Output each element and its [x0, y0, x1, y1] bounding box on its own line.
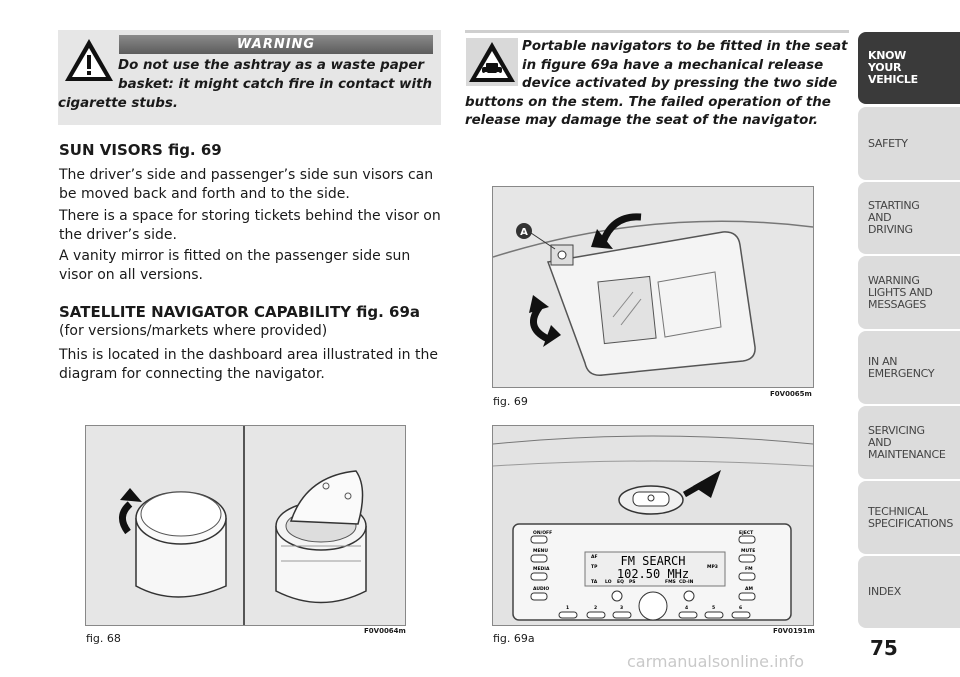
sun-visors-p3: A vanity mirror is fitted on the passenger side sun visor on all versions. [59, 248, 411, 283]
ashtray-illustration [86, 426, 405, 625]
figure-69a-dashboard [492, 425, 814, 626]
tab-servicing[interactable]: SERVICING AND MAINTENANCE [858, 406, 960, 479]
tab-in-an-emergency[interactable]: IN AN EMERGENCY [858, 331, 960, 404]
satnav-p1: This is located in the dashboard area illustrated in the diagram for connecting the navigator. [59, 347, 438, 382]
preset-5-label: 5 [712, 606, 716, 611]
warning-box [58, 30, 441, 125]
satnav-subtitle: (for versions/markets where provided) [59, 323, 328, 339]
fig-69a-code: F0V0191m [773, 627, 815, 635]
sun-visors-p2: There is a space for storing tickets behind the visor on the driver’s side. [59, 208, 441, 243]
tp-label: TP [591, 565, 598, 570]
tab-starting-and-driving[interactable]: STARTING AND DRIVING [858, 182, 960, 254]
mute-label: MUTE [741, 549, 756, 554]
satnav-heading: SATELLITE NAVIGATOR CAPABILITY fig. 69a [59, 303, 421, 321]
preset-3-label: 3 [620, 606, 624, 611]
label-a: A [520, 227, 528, 238]
sun-visor-illustration [493, 187, 813, 387]
figure-69-sun-visor [492, 186, 814, 388]
fig-68-code: F0V0064m [364, 627, 406, 635]
media-label: MEDIA [533, 567, 550, 572]
tab-know-your-vehicle[interactable]: KNOW YOUR VEHICLE [858, 32, 960, 104]
warning-text: Do not use the ashtray as a waste paper basket: it might catch fire in contact with cigarette stubs. [58, 58, 433, 111]
figure-68-ashtray [85, 425, 406, 626]
radio-illustration [493, 426, 813, 625]
fms-label: FMS [665, 580, 676, 585]
fig-68-caption: fig. 68 [86, 632, 121, 645]
eject-label: EJECT [739, 531, 754, 536]
ta-label: TA [591, 580, 598, 585]
fig-69a-caption: fig. 69a [493, 632, 535, 645]
radio-display-line2: 102.50 MHz [616, 567, 690, 581]
tab-index[interactable]: INDEX [858, 556, 960, 628]
warning-title: WARNING [119, 35, 433, 54]
watermark: carmanualsonline.info [627, 652, 805, 671]
am-label: AM [745, 587, 753, 592]
page-number: 75 [870, 636, 898, 660]
note-rule [465, 30, 849, 33]
sun-visors-heading: SUN VISORS fig. 69 [59, 141, 222, 159]
onoff-label: ON/OFF [533, 531, 553, 536]
preset-6-label: 6 [739, 606, 743, 611]
lo-label: LO [605, 580, 612, 585]
note-text: Portable navigators to be fitted in the seat in figure 69a have a mechanical release device activated by pressing the two side buttons on the stem. The failed operation of the release may damage the seat of the navigator. [465, 39, 848, 128]
cdin-label: CD-IN [679, 580, 694, 585]
eq-label: EQ [617, 580, 624, 585]
ps-label: PS [629, 580, 636, 585]
menu-label: MENU [533, 549, 548, 554]
fig-69-caption: fig. 69 [493, 395, 528, 408]
tab-warning-lights[interactable]: WARNING LIGHTS AND MESSAGES [858, 256, 960, 329]
audio-label: AUDIO [533, 587, 550, 592]
tab-technical-specifications[interactable]: TECHNICAL SPECIFICATIONS [858, 481, 960, 554]
fm-label: FM [745, 567, 753, 572]
preset-1-label: 1 [566, 606, 570, 611]
radio-display-line1: FM SEARCH [620, 554, 686, 568]
sun-visors-p1: The driver’s side and passenger’s side sun visors can be moved back and forth and to the side. [59, 167, 434, 202]
tab-safety[interactable]: SAFETY [858, 107, 960, 180]
mp3-label: MP3 [707, 565, 718, 570]
af-label: AF [591, 555, 598, 560]
fig-69-code: F0V0065m [770, 390, 812, 398]
preset-2-label: 2 [594, 606, 598, 611]
preset-4-label: 4 [685, 606, 689, 611]
